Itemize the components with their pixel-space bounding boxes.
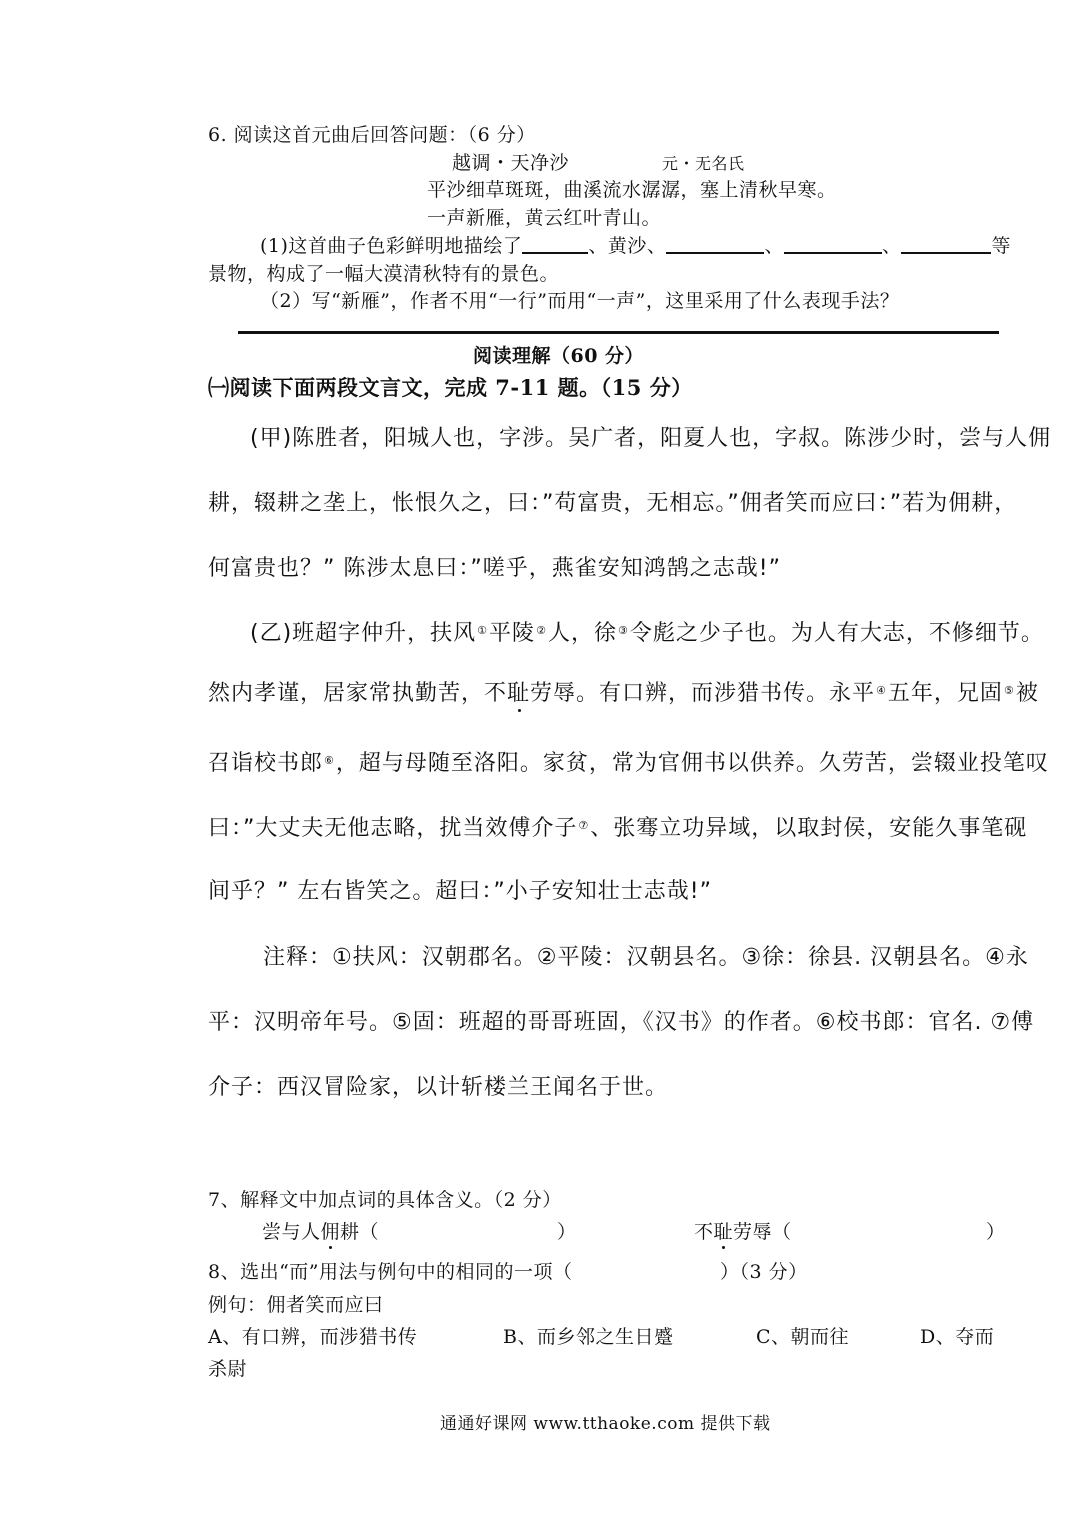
- q7-item-2-close: ）: [986, 1221, 1006, 1243]
- q6-part1-text-b: 、黄沙、: [588, 235, 667, 257]
- option-d[interactable]: D、夺而: [920, 1326, 995, 1348]
- passage-yi-line-2: [208, 676, 1039, 707]
- annotation-marker: ②: [536, 624, 547, 637]
- passage-text: 曰：”大丈夫无他志略，扰当效傅介子: [208, 816, 578, 841]
- q6-header: 6. 阅读这首元曲后回答问题：（6 分）: [208, 124, 536, 146]
- annotation-marker: ⑦: [578, 819, 590, 832]
- q7-header: 7、解释文中加点词的具体含义。（2 分）: [208, 1189, 562, 1211]
- poem-title: 越调・天净沙: [452, 152, 570, 174]
- passage-jia-line-3: 何富贵也？” 陈涉太息曰：”嗟乎，燕雀安知鸿鹄之志哉!”: [208, 556, 782, 581]
- passage-text: ，超与母随至洛阳。家贫，常为官佣书以供养。久劳苦，尝辍业投笔叹: [335, 751, 1049, 776]
- q6-part1-continued: 景物，构成了一幅大漠清秋特有的景色。: [208, 263, 560, 285]
- answer-field[interactable]: [628, 1256, 718, 1280]
- poem-line-1: 平沙细草斑斑，曲溪流水潺潺，塞上清秋早寒。: [427, 179, 837, 201]
- notes-line-3: 介子：西汉冒险家，以计斩楼兰王闻名于世。: [208, 1075, 669, 1100]
- item-text: 耕（: [340, 1221, 380, 1243]
- q7-item-1: [262, 1217, 379, 1244]
- q8-example: 例句：佣者笑而应曰: [208, 1294, 384, 1316]
- passage-text: 平陵: [489, 621, 536, 646]
- annotation-marker: ④: [876, 684, 887, 697]
- section-title: 阅读理解（60 分）: [473, 345, 645, 367]
- poem-author: 元・无名氏: [662, 154, 745, 173]
- annotation-marker: ①: [477, 624, 489, 637]
- passage-text: 令彪之少子也。为人有大志，不修细节。: [629, 621, 1044, 646]
- q8-header-a: 8、选出“而”用法与例句中的相同的一项（: [208, 1261, 573, 1283]
- q6-part1-text-c: 、: [764, 235, 784, 257]
- item-text: 尝与人: [262, 1221, 321, 1243]
- annotation-marker: ③: [617, 624, 629, 637]
- dotted-word: 佣: [320, 1221, 341, 1243]
- option-b[interactable]: B、而乡邻之生日蹙: [503, 1326, 674, 1348]
- passage-yi-line-1: [250, 616, 1044, 647]
- option-d-continued: 杀尉: [208, 1358, 248, 1380]
- passage-text: (乙)班超字仲升，扶风: [250, 621, 477, 646]
- answer-field[interactable]: [804, 1216, 984, 1240]
- q6-part1-text-a: (1)这首曲子色彩鲜明地描绘了: [260, 235, 523, 257]
- passage-jia-line-1: (甲)陈胜者，阳城人也，字涉。吴广者，阳夏人也，字叔。陈涉少时，尝与人佣: [250, 426, 1052, 451]
- notes-line-2: 平：汉明帝年号。⑤固：班超的哥哥班固，《汉书》的作者。⑥校书郎：官名. ⑦傅: [208, 1010, 1035, 1035]
- passage-yi-line-3: [208, 746, 1049, 777]
- passage-yi-line-5: 间乎？” 左右皆笑之。超曰：”小子安知壮士志哉!”: [208, 879, 713, 904]
- dotted-word: 耻: [507, 681, 531, 706]
- passage-text: 然内孝谨，居家常执勤苦，不: [208, 681, 508, 706]
- page-footer: 通通好课网 www.tthaoke.com 提供下载: [440, 1414, 771, 1434]
- option-a[interactable]: A、有口辨，而涉猎书传: [208, 1326, 418, 1348]
- section-divider: [238, 331, 999, 334]
- annotation-marker: ⑤: [1003, 684, 1015, 697]
- passage-text: 人，徐: [547, 621, 617, 646]
- poem-line-2: 一声新雁，黄云红叶青山。: [427, 207, 662, 229]
- answer-blank[interactable]: [901, 234, 991, 254]
- passage-jia-line-2: 耕，辍耕之垄上，怅恨久之，曰：”苟富贵，无相忘。”佣者笑而应曰：”若为佣耕，: [208, 491, 1018, 516]
- passage-text: 五年，兄固: [887, 681, 1003, 706]
- passage-text: 召诣校书郎: [208, 751, 324, 776]
- answer-blank[interactable]: [666, 234, 764, 254]
- q7-item-1-close: ）: [557, 1221, 577, 1243]
- item-text: 劳辱（: [733, 1221, 792, 1243]
- answer-field[interactable]: [396, 1216, 556, 1240]
- item-text: 不: [694, 1221, 714, 1243]
- q6-part2: （2）写“新雁”，作者不用“一行”而用“一声”，这里采用了什么表现手法？: [260, 290, 900, 312]
- q6-part1-text-d: 、: [881, 235, 902, 257]
- q6-part1: [260, 231, 1011, 258]
- section-subtitle: ㈠阅读下面两段文言文，完成 7-11 题。（15 分）: [208, 375, 693, 400]
- answer-blank[interactable]: [784, 234, 882, 254]
- passage-text: 劳辱。有口辨，而涉猎书传。永平: [530, 681, 876, 706]
- dotted-word: 耻: [713, 1221, 734, 1243]
- option-c[interactable]: C、朝而往: [756, 1326, 850, 1348]
- q6-part1-text-e: 等: [991, 235, 1011, 257]
- passage-text: 、张骞立功异域，以取封侯，安能久事笔砚: [590, 816, 1028, 841]
- answer-blank[interactable]: [522, 234, 588, 254]
- passage-yi-line-4: [208, 811, 1027, 842]
- annotation-marker: ⑥: [324, 754, 335, 767]
- passage-text: 被: [1015, 681, 1039, 706]
- q7-item-2: [694, 1217, 792, 1244]
- q8-header-b: ）（3 分）: [720, 1261, 808, 1283]
- notes-line-1: 注释：①扶风：汉朝郡名。②平陵：汉朝县名。③徐：徐县. 汉朝县名。④永: [263, 945, 1029, 970]
